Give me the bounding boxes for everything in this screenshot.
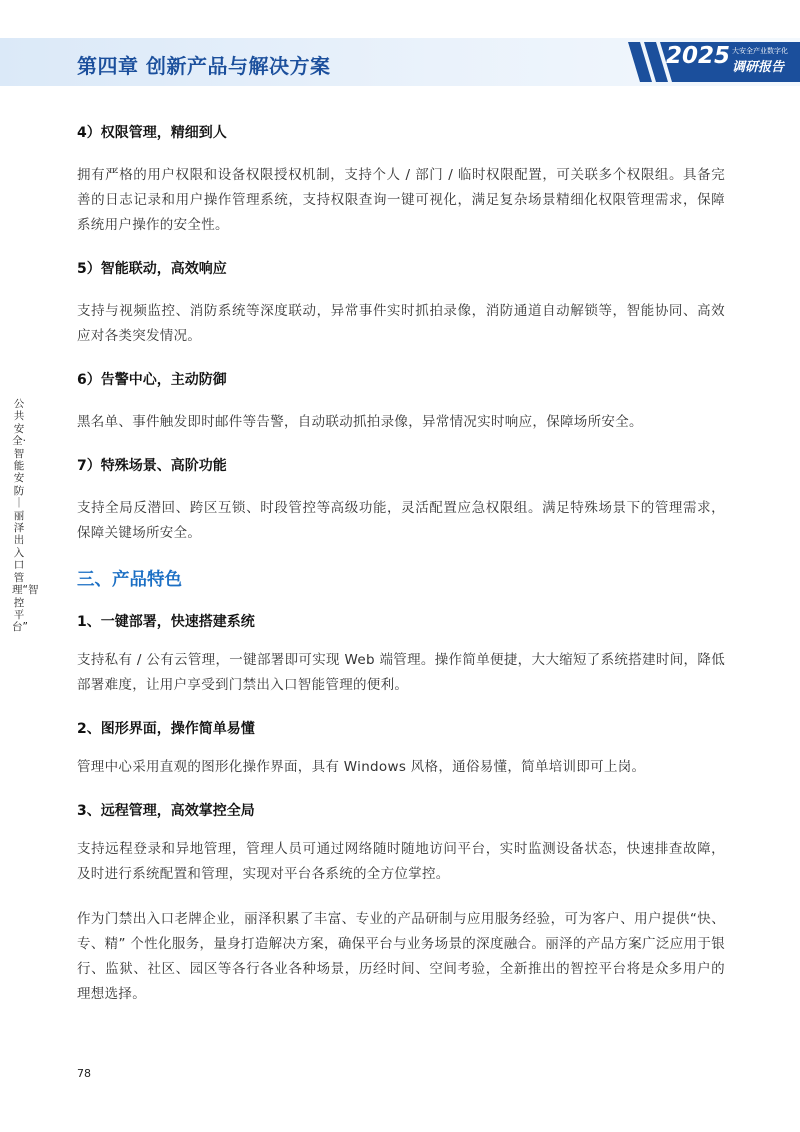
feature-1-title: 1、一键部署，快速搭建系统 [77,614,255,630]
feature-3-title: 3、远程管理，高效掌控全局 [77,803,255,819]
feature-1-body: 支持私有 / 公有云管理，一键部署即可实现 Web 端管理。操作简单便捷，大大缩短了系统搭建时间，降低部署难度，让用户享受到门禁出入口智能管理的便利。 [77,652,725,693]
feature-3-body: 支持远程登录和异地管理，管理人员可通过网络随时随地访问平台，实时监测设备状态，快速排查故障，及时进行系统配置和管理，实现对平台各系统的全方位掌控。 [77,841,725,882]
section-4-body: 拥有严格的用户权限和设备权限授权机制，支持个人 / 部门 / 临时权限配置，可关联多个权限组。具备完善的日志记录和用户操作管理系统，支持权限查询一键可视化，满足复杂场景精细化权限管理需求，保障系统用户操作的安全性。 [77,167,725,233]
brand-subtitle-small: 大安全产业数字化 [732,47,788,55]
section-6-body: 黑名单、事件触发即时邮件等告警，自动联动抓拍录像，异常情况实时响应，保障场所安全。 [77,414,643,430]
chapter-title: 第四章 创新产品与解决方案 [77,54,331,78]
features-heading: 三、产品特色 [77,570,182,590]
page-number: 78 [77,1067,91,1080]
vertical-side-caption: 公共安全·智能安防｜丽泽出入口管理“智控平台” [12,398,39,634]
feature-2-title: 2、图形界面，操作简单易懂 [77,721,255,737]
brand-year: 2025 [666,43,731,69]
brand-subtitle: 调研报告 [732,60,785,75]
section-7-body: 支持全局反潜回、跨区互锁、时段管控等高级功能，灵活配置应急权限组。满足特殊场景下的管理需求，保障关键场所安全。 [77,500,725,541]
section-4-title: 4）权限管理，精细到人 [77,125,227,141]
section-6-title: 6）告警中心，主动防御 [77,372,227,388]
closing-paragraph: 作为门禁出入口老牌企业，丽泽积累了丰富、专业的产品研制与应用服务经验，可为客户、用户提供“快、专、精” 个性化服务，量身打造解决方案，确保平台与业务场景的深度融合。丽泽的产品方案广泛应用于银行、监狱、社区、园区等各行各业各种场景，历经时间、空间考验，全新推出的智控平台将是众多用户的理想选择。 [77,911,725,1002]
section-7-title: 7）特殊场景、高阶功能 [77,458,227,474]
page-header [0,38,800,86]
section-5-body: 支持与视频监控、消防系统等深度联动，异常事件实时抓拍录像，消防通道自动解锁等，智能协同、高效应对各类突发情况。 [77,303,725,344]
section-5-title: 5）智能联动，高效响应 [77,261,227,277]
feature-2-body: 管理中心采用直观的图形化操作界面，具有 Windows 风格，通俗易懂，简单培训即可上岗。 [77,759,646,775]
main-content [77,122,725,1027]
report-brand-logo [620,34,800,90]
